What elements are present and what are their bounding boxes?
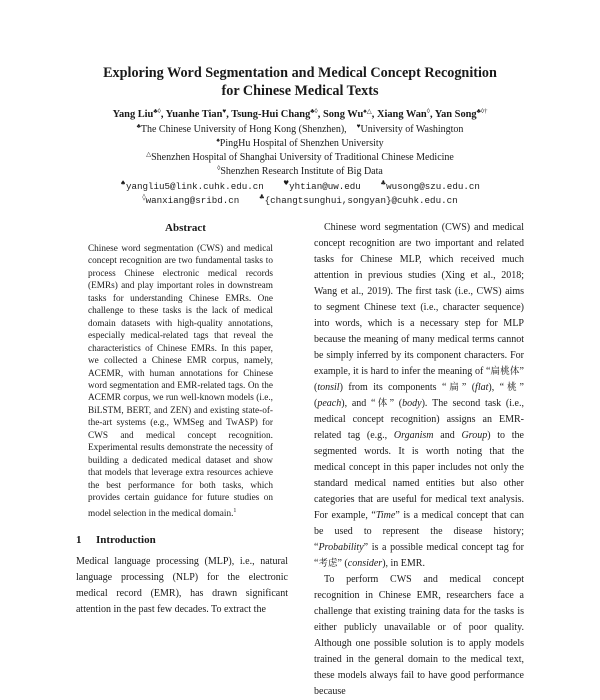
email-mark: ♣ bbox=[258, 193, 265, 201]
email-address: yangliu5@link.cuhk.edu.cn bbox=[125, 181, 264, 192]
email-address: wusong@szu.edu.cn bbox=[386, 181, 480, 192]
introduction-text bbox=[76, 554, 288, 618]
author-mark: ♣◊† bbox=[476, 108, 488, 115]
email-mark: ◊ bbox=[142, 193, 146, 201]
email-mark: ♠ bbox=[120, 179, 126, 187]
email-mark: ♥ bbox=[283, 179, 290, 187]
abstract-heading: Abstract bbox=[165, 222, 206, 234]
chinese-term-consider: 考虑 bbox=[318, 558, 338, 569]
affiliation-mark: ♠ bbox=[216, 137, 220, 144]
right-column-paragraph-1: Chinese word segmentation (CWS) and medical concept recognition are two important and related tasks for Chinese MLP, which received much attention in previous studies (Xing et al., 2018; Wang et al., 2019). The first task (i.e., CWS) aims to segment Chinese text (i.e., character sequence) into words, which is a necessary step for MLP because the meaning of many medical terms cannot be simply inferred by its component characters. For example, it is hard to infer the meaning of “扁桃体” (tonsil) from its components “扁” (flat), “桃” (peach), and “体” (body). The second task (i.e., medical concept recognition) assigns an EMR-related tag (e.g., Organism and Group) to the segmented words. It is worth noting that the medical concept in this paper includes not only the standard medical named entities but also other categories that are useful for medical text analysis. For example, “Time” is a medical concept that can be used to represent the disease history; “Probability” is a possible medical concept tag for “考虑” (consider), in EMR. bbox=[314, 222, 524, 569]
affiliation-mark: ♥ bbox=[356, 123, 361, 130]
email-address: yhtian@uw.edu bbox=[289, 181, 361, 192]
author-mark: ◊ bbox=[426, 108, 430, 115]
email-mark: ♣ bbox=[380, 179, 387, 187]
footnote-mark: 1 bbox=[233, 507, 237, 514]
affiliation-mark: ◊ bbox=[217, 165, 221, 172]
right-column-paragraph-2: To perform CWS and medical concept recognition in Chinese EMR, researchers face a challenge that existing training data for the tasks is either publicly unavailable or of poor quality. Although one possible solution is to apply models trained in the general domain to the medical text, these models always fail to have good performance because bbox=[314, 574, 524, 697]
chinese-term-peach: 桃 bbox=[504, 382, 520, 393]
affiliation-cuhk-sz: The Chinese University of Hong Kong (Shenzhen), bbox=[140, 124, 347, 135]
chinese-term-body: 体 bbox=[375, 398, 390, 409]
right-column-text bbox=[314, 220, 524, 700]
author-list: Yang Liu♣◊, Yuanhe Tian♥, Tsung-Hui Chang♣◊, Song Wu♠△, Xiang Wan◊, Yan Song♣◊† bbox=[112, 108, 488, 120]
affiliation-pinghu: PingHu Hospital of Shenzhen University bbox=[219, 138, 384, 149]
section-number: 1 bbox=[76, 534, 82, 546]
author-name: Yan Song bbox=[434, 109, 477, 120]
paper-title-line-1: Exploring Word Segmentation and Medical Concept Recognition bbox=[103, 65, 497, 81]
affiliation-sribd: Shenzhen Research Institute of Big Data bbox=[220, 166, 383, 177]
paper-title-line-2: for Chinese Medical Texts bbox=[221, 83, 379, 99]
email-line-2 bbox=[0, 191, 600, 207]
section-heading-introduction bbox=[76, 534, 156, 546]
section-title: Introduction bbox=[96, 534, 156, 546]
email-address: wanxiang@sribd.cn bbox=[145, 195, 240, 206]
author-mark: ♥ bbox=[222, 108, 227, 115]
affiliation-mark: ♣ bbox=[136, 123, 141, 130]
affiliation-mark: △ bbox=[146, 151, 152, 158]
author-mark: ♣◊ bbox=[310, 108, 318, 115]
author-name: Yang Liu bbox=[112, 109, 154, 120]
author-mark: ♠△ bbox=[363, 108, 372, 115]
affiliation-line-4 bbox=[0, 162, 600, 178]
author-name: Song Wu bbox=[322, 109, 364, 120]
introduction-paragraph: Medical language processing (MLP), i.e., natural language processing (NLP) for the electronic medical record (EMR), has drawn significant attention in the past few decades. To extract the bbox=[76, 556, 288, 615]
chinese-term-tonsil: 扁桃体 bbox=[490, 366, 520, 377]
author-mark: ♣◊ bbox=[153, 108, 161, 115]
author-name: Tsung-Hui Chang bbox=[231, 109, 311, 120]
abstract-text bbox=[88, 243, 273, 520]
author-name: Yuanhe Tian bbox=[165, 109, 223, 120]
chinese-term-flat: 扁 bbox=[446, 382, 462, 393]
author-name: Xiang Wan bbox=[376, 109, 427, 120]
abstract-paragraph: Chinese word segmentation (CWS) and medical concept recognition are two fundamental tasks to process Chinese electronic medical records (EMRs) and play important roles in downstream tasks for understanding Chinese EMRs. One challenge to these tasks is the lack of medical domain datasets with high-quality annotations, especially medical-related tags that reveal the characteristics of Chinese EMRs. In this paper, we collected a Chinese EMR corpus, namely, ACEMR, with human annotations for Chinese word segmentation and EMR-related tags. On the ACEMR corpus, we run well-known models (i.e., BiLSTM, BERT, and ZEN) and existing state-of-the-art systems (e.g., WMSeg and TwASP) for CWS and medical concept recognition. Experimental results demonstrate the necessity of building a dedicated medical dataset and show that models that leverage extra resources achieve the best performance for both tasks, which provides certain guidance for future studies on model selection in the medical domain. bbox=[88, 244, 273, 519]
email-address: {changtsunghui,songyan}@cuhk.edu.cn bbox=[264, 195, 458, 206]
affiliation-uw: University of Washington bbox=[360, 124, 464, 135]
affiliation-shutcm: Shenzhen Hospital of Shanghai University of Traditional Chinese Medicine bbox=[151, 152, 454, 163]
